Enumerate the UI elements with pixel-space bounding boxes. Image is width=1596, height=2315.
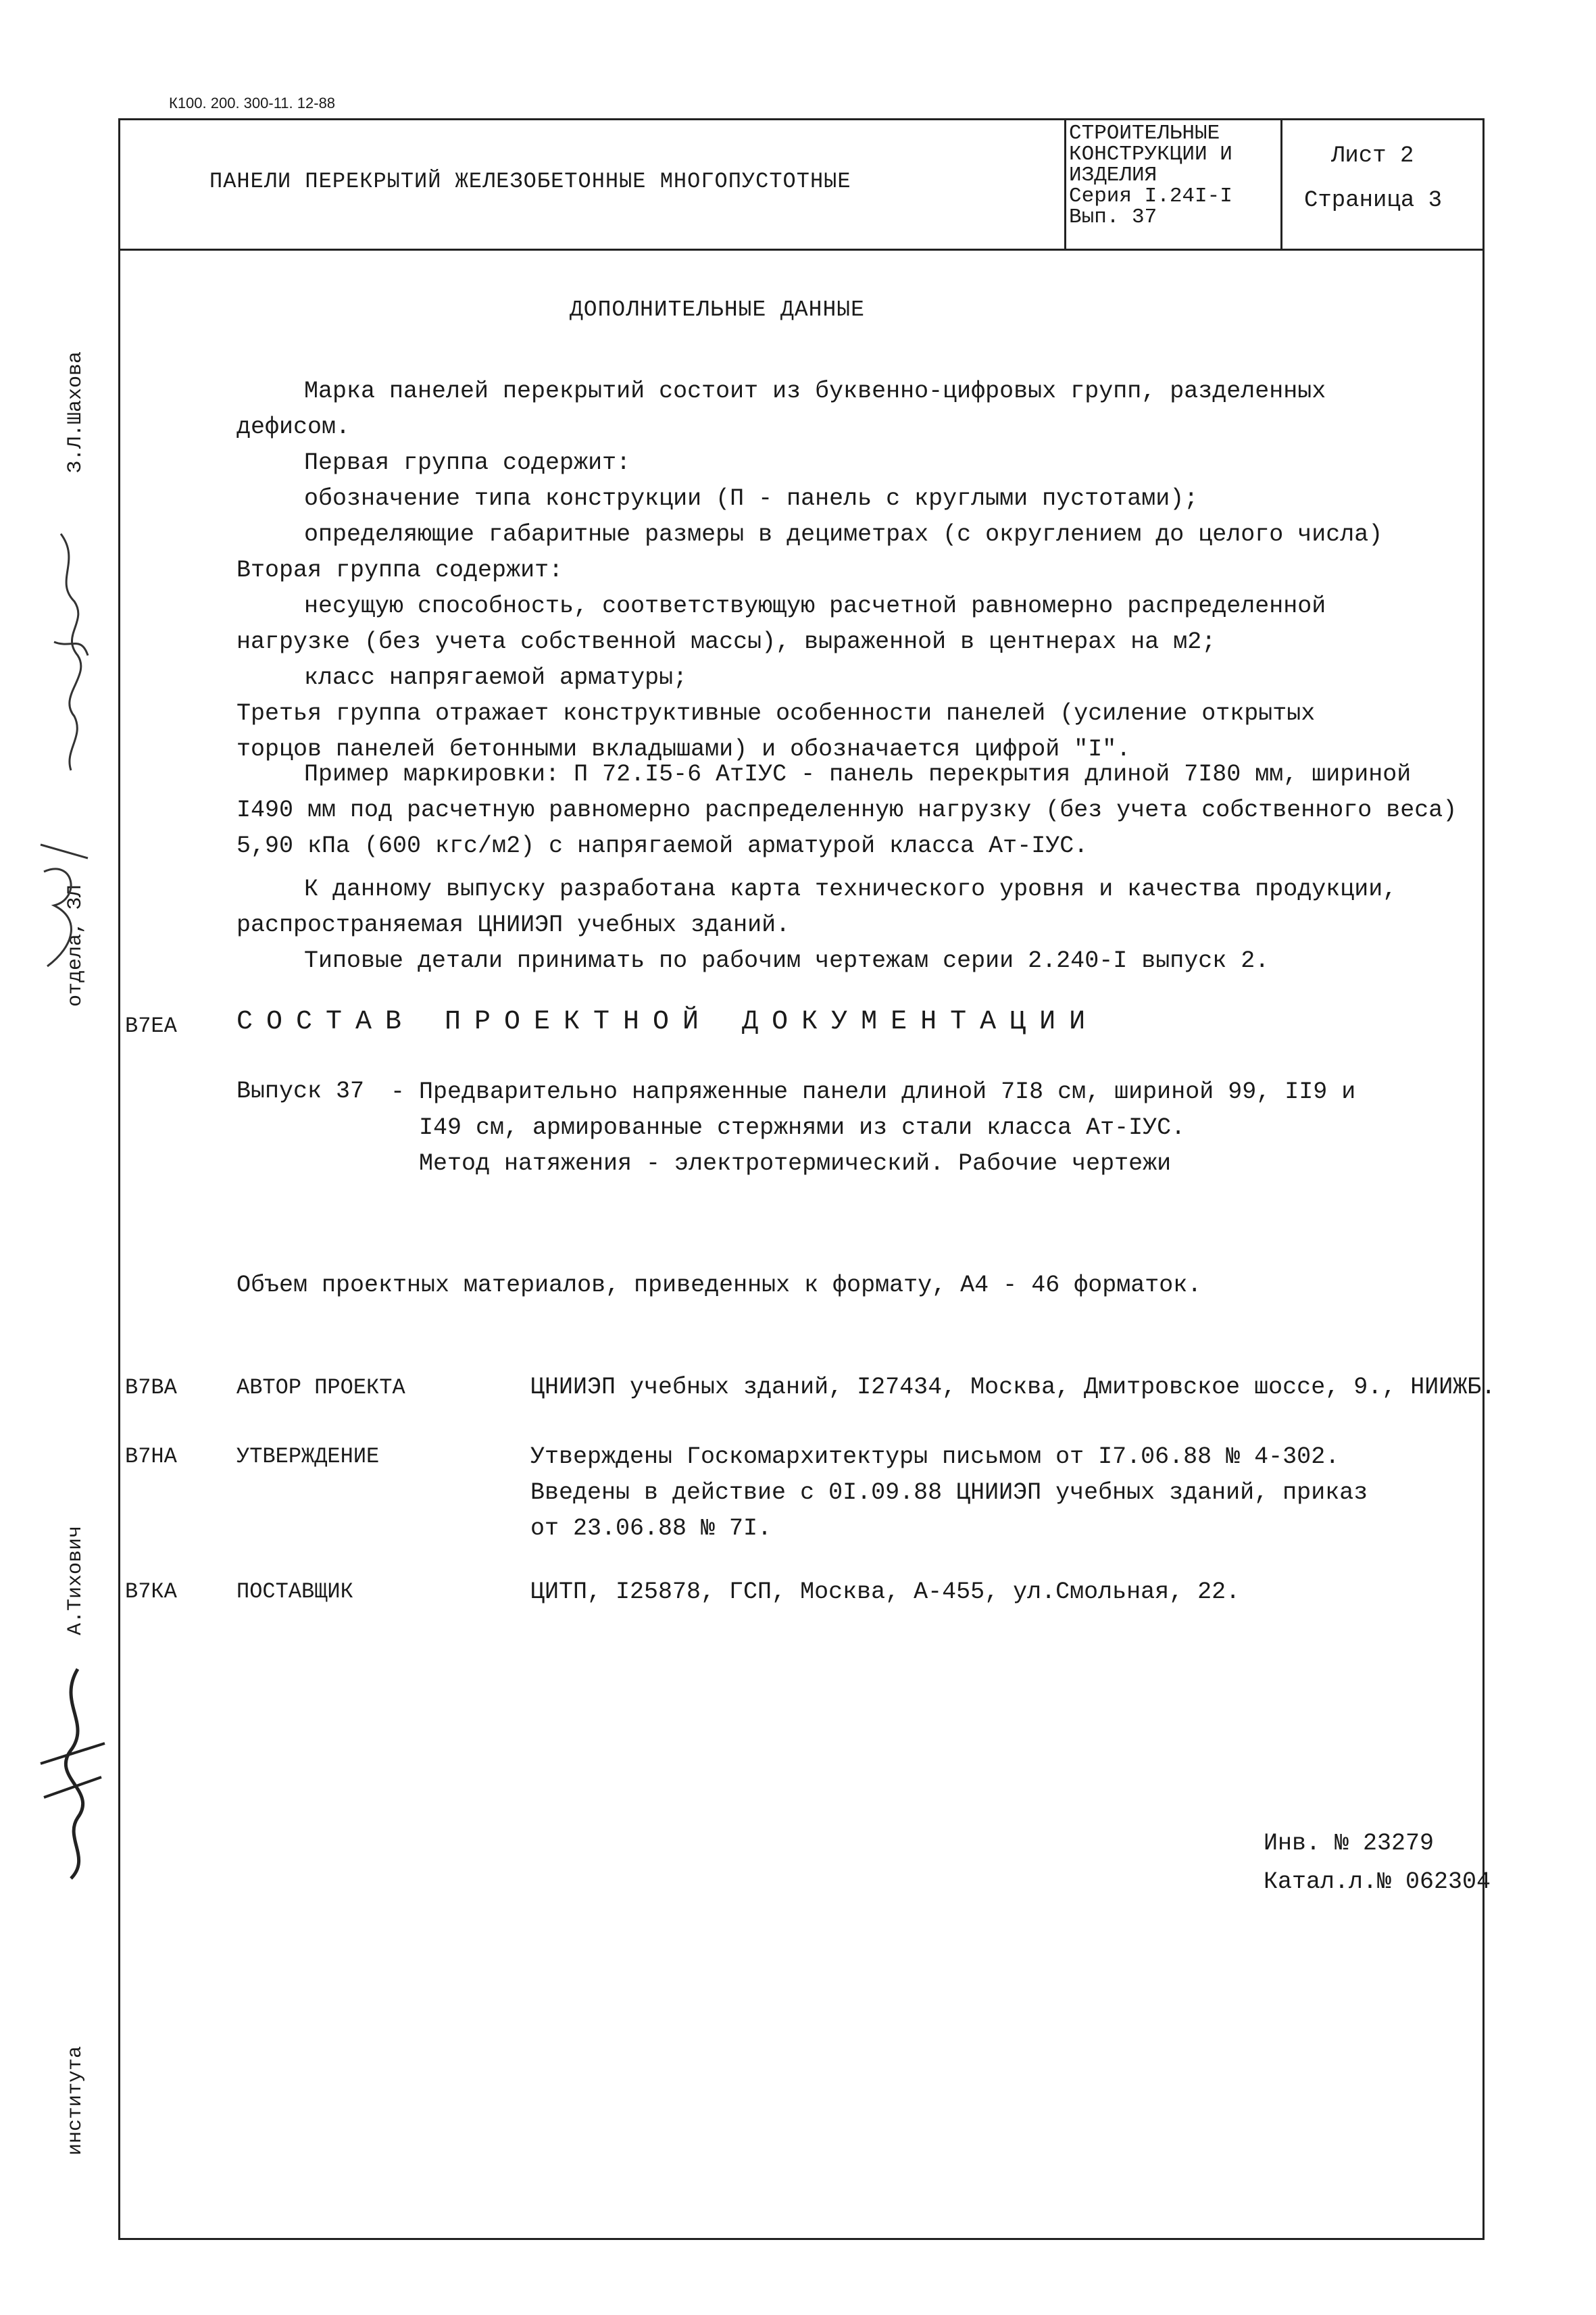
text-line: I490 мм под расчетную равномерно распределенную нагрузку (без учета собственного веса): [236, 797, 1457, 824]
header-divider: [118, 249, 1485, 251]
signature-3-icon: [30, 1662, 111, 1885]
text-line: Вторая группа содержит:: [236, 557, 564, 584]
text-line: 5,90 кПа (600 кгс/м2) с напрягаемой арматурой класса Ат-IУС.: [236, 832, 1089, 860]
stamp-line: Вып. 37: [1069, 205, 1157, 229]
page-number: Страница 3: [1304, 188, 1443, 214]
text-line: Утверждены Госкомархитектуры письмом от I7.06.88 № 4-302.: [530, 1443, 1340, 1470]
text-line: определяющие габаритные размеры в дециметрах (с округлением до целого числа): [304, 521, 1383, 548]
text-line: нагрузке (без учета собственной массы), выраженной в центнерах на м2;: [236, 628, 1216, 655]
text-line: Первая группа содержит:: [304, 449, 631, 476]
text-line: Марка панелей перекрытий состоит из буквенно-цифровых групп, разделенных: [304, 378, 1326, 405]
sheet-number: Лист 2: [1331, 143, 1414, 169]
text-line: К данному выпуску разработана карта технического уровня и качества продукции,: [304, 876, 1397, 903]
text-line: Третья группа отражает конструктивные особенности панелей (усиление открытых: [236, 700, 1316, 727]
body-text: [236, 374, 1382, 768]
composition-code: В7ЕА: [125, 1014, 177, 1039]
text-line: I49 см, армированные стержнями из стали класса Ат-IУС.: [419, 1114, 1186, 1141]
text-line: дефисом.: [236, 414, 351, 441]
issue-description: [391, 1074, 1355, 1182]
text-line: Типовые детали принимать по рабочим чертежам серии 2.240-I выпуск 2.: [304, 947, 1270, 974]
series-stamp: [1069, 123, 1232, 228]
catalog-number: Катал.л.№ 062304: [1264, 1868, 1491, 1895]
entry-label: УТВЕРЖДЕНИЕ: [236, 1444, 380, 1469]
text-line: распространяемая ЦНИИЭП учебных зданий.: [236, 912, 791, 939]
text-line: ЦНИИЭП учебных зданий, I27434, Москва, Дмитровское шоссе, 9., НИИЖБ.: [530, 1374, 1496, 1401]
stamp-line: Серия I.24I-I: [1069, 184, 1232, 208]
text-line: от 23.06.88 № 7I.: [530, 1515, 772, 1542]
entry-code: В7НА: [125, 1444, 177, 1469]
entry-label: АВТОР ПРОЕКТА: [236, 1375, 405, 1400]
side-name-tikhovich: А.Тихович: [64, 1525, 87, 1635]
page-title: ПАНЕЛИ ПЕРЕКРЫТИЙ ЖЕЛЕЗОБЕТОННЫЕ МНОГОПУСТОТНЫЕ: [209, 169, 851, 194]
example-text: [236, 757, 1457, 864]
entry-code: В7ВА: [125, 1375, 177, 1400]
text-line: Метод натяжения - электротермический. Рабочие чертежи: [419, 1150, 1172, 1177]
stamp-line: КОНСТРУКЦИИ И: [1069, 143, 1232, 166]
text-line: Пример маркировки: П 72.I5-6 АтIУС - панель перекрытия длиной 7I80 мм, шириной: [304, 761, 1412, 788]
side-institute: института: [64, 2045, 87, 2156]
inventory-block: [1264, 1824, 1491, 1901]
signature-2-icon: [27, 831, 101, 987]
text-line: Введены в действие с 0I.09.88 ЦНИИЭП учебных зданий, приказ: [530, 1479, 1368, 1506]
stamp-line: СТРОИТЕЛЬНЫЕ: [1069, 122, 1220, 145]
text-line: несущую способность, соответствующую расчетной равномерно распределенной: [304, 593, 1326, 620]
entry-value: [530, 1439, 1368, 1547]
text-line: ЦИТП, I25878, ГСП, Москва, А-455, ул.Смольная, 22.: [530, 1578, 1241, 1605]
side-dept: отдела, ЗЛ: [64, 885, 87, 1007]
volume-text: Объем проектных материалов, приведенных к формату, А4 - 46 форматок.: [236, 1272, 1202, 1299]
document-code: К100. 200. 300-11. 12-88: [169, 95, 336, 111]
stamp-line: ИЗДЕЛИЯ: [1069, 164, 1157, 187]
text-line: торцов панелей бетонными вкладышами) и обозначается цифрой "I".: [236, 736, 1131, 763]
header-divider-v1: [1064, 118, 1066, 250]
composition-title: СОСТАВ ПРОЕКТНОЙ ДОКУМЕНТАЦИИ: [236, 1007, 1099, 1037]
entry-value: [530, 1574, 1240, 1610]
side-name-shakhova: З.Л.Шахова: [64, 351, 87, 473]
text-line: обозначение типа конструкции (П - панель с круглыми пустотами);: [304, 485, 1199, 512]
section-title: ДОПОЛНИТЕЛЬНЫЕ ДАННЫЕ: [570, 297, 865, 322]
note-text: [236, 872, 1397, 979]
issue-label: Выпуск 37: [236, 1078, 365, 1105]
header-divider-v2: [1280, 118, 1282, 250]
entry-value: [530, 1370, 1495, 1405]
entry-code: В7КА: [125, 1579, 177, 1604]
entry-label: ПОСТАВЩИК: [236, 1579, 353, 1604]
text-line: - Предварительно напряженные панели длиной 7I8 см, шириной 99, II9 и: [391, 1078, 1356, 1105]
signature-1-icon: [41, 520, 101, 777]
inventory-number: Инв. № 23279: [1264, 1830, 1435, 1857]
text-line: класс напрягаемой арматуры;: [304, 664, 688, 691]
